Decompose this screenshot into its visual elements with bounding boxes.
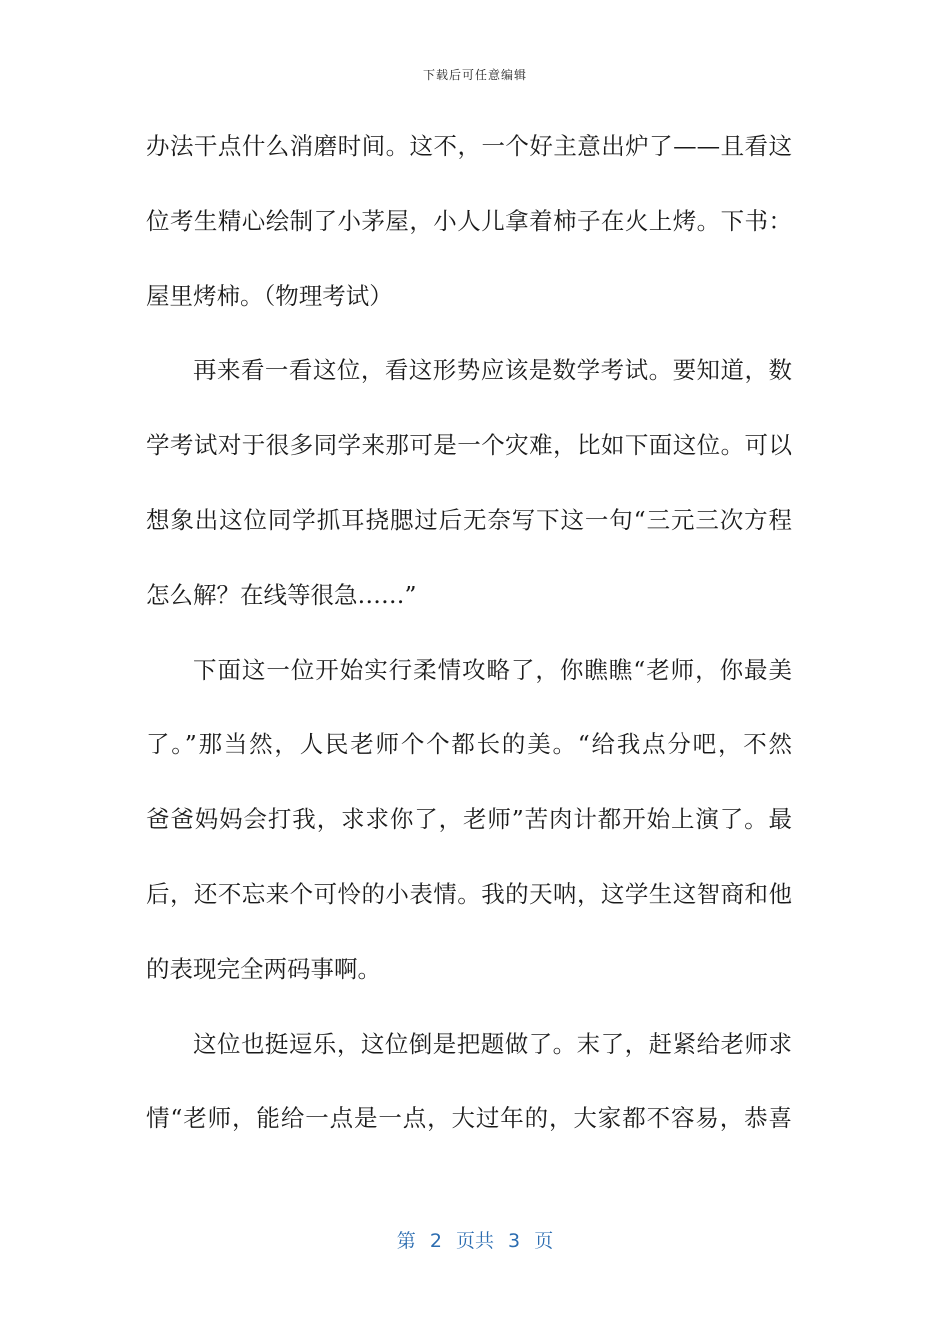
text-line: 后，还不忘来个可怜的小表情。我的天呐，这学生这智商和他 (146, 879, 792, 908)
footer-middle: 页共 (455, 1230, 494, 1252)
page-header: 下载后可任意编辑 (422, 68, 527, 82)
text-line: 办法干点什么消磨时间。这不，一个好主意出炉了——且看这 (146, 132, 792, 160)
paragraph (146, 1015, 792, 1165)
current-page-number: 2 (429, 1230, 442, 1252)
text-line: 位考生精心绘制了小茅屋，小人儿拿着柿子在火上烤。下书： (146, 206, 792, 235)
page-footer (0, 1226, 950, 1253)
text-line: 下面这一位开始实行柔情攻略了，你瞧瞧“老师，你最美 (193, 655, 792, 684)
text-line: 学考试对于很多同学来那可是一个灾难，比如下面这位。可以 (146, 431, 792, 460)
text-line: 的表现完全两码事啊。 (146, 954, 381, 983)
paragraph (146, 641, 792, 1015)
text-line: 怎么解？在线等很急……” (146, 580, 417, 609)
paragraph (146, 341, 792, 640)
text-line: 了。”那当然，人民老师个个都长的美。“给我点分吧，不然 (146, 730, 792, 759)
text-line: 情“老师，能给一点是一点，大过年的，大家都不容易，恭喜 (146, 1104, 792, 1133)
text-line: 再来看一看这位，看这形势应该是数学考试。要知道，数 (193, 356, 792, 385)
footer-suffix: 页 (534, 1230, 554, 1252)
footer-prefix: 第 (396, 1230, 416, 1252)
text-line: 这位也挺逗乐，这位倒是把题做了。末了，赶紧给老师求 (193, 1029, 792, 1058)
text-line: 爸爸妈妈会打我，求求你了，老师”苦肉计都开始上演了。最 (146, 805, 792, 834)
text-line: 屋里烤柿。（物理考试） (146, 281, 393, 310)
total-pages-number: 3 (508, 1230, 521, 1252)
document-body (146, 117, 792, 1164)
paragraph (146, 117, 792, 341)
text-line: 想象出这位同学抓耳挠腮过后无奈写下这一句“三元三次方程 (146, 505, 792, 534)
